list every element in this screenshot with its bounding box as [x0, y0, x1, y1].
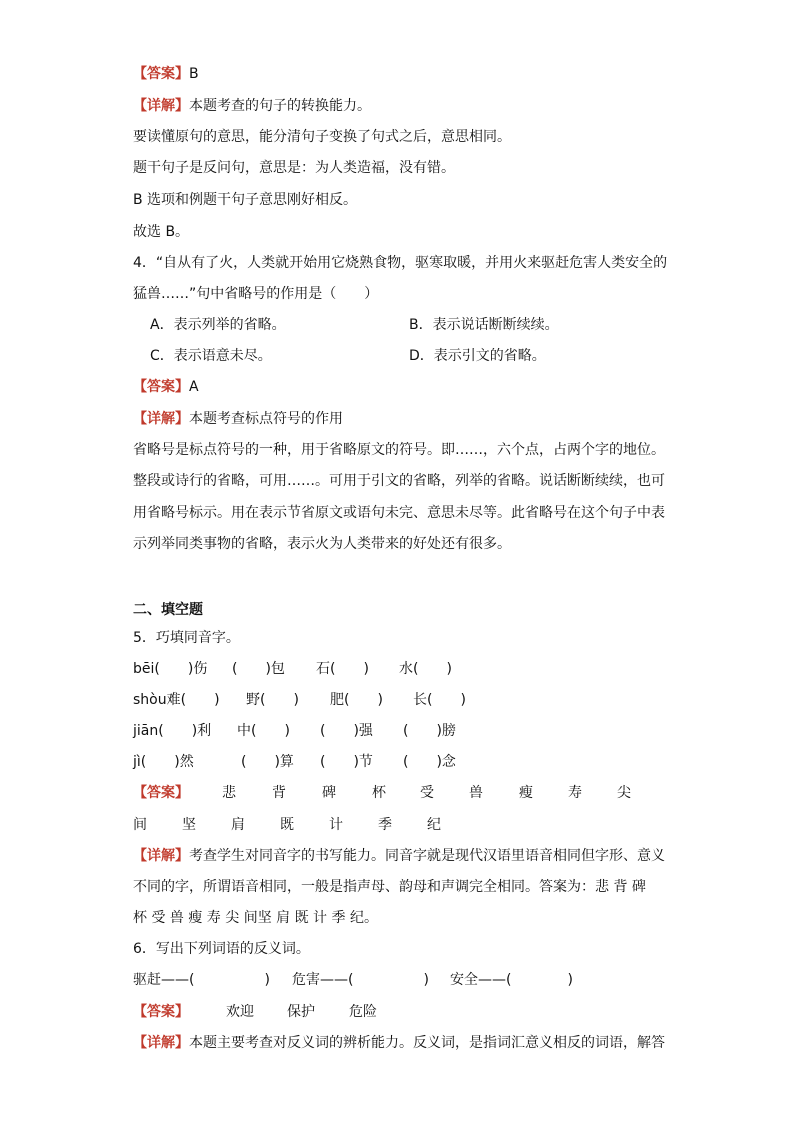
q5-blank: shòu难( ): [133, 692, 220, 708]
q4-detail-line: [133, 409, 343, 429]
q5-answer-char: 碑: [322, 785, 336, 801]
q6-answer-word: 欢迎: [226, 1004, 254, 1020]
q5-detail-para: 杯 受 兽 瘦 寿 尖 间坚 肩 既 计 季 纪。: [133, 910, 378, 926]
q5-blank: 中( ): [237, 723, 290, 739]
q3-answer-line: [133, 64, 199, 84]
q5-answer-char: 既: [280, 817, 294, 833]
q5-blank: ( )强: [320, 723, 373, 739]
q4-detail-para: 用省略号标示。用在表示节省原文或语句未完、意思未尽等。此省略号在这个句子中表: [133, 505, 665, 521]
q4-stem: 4．“自从有了火，人类就开始用它烧熟食物，驱寒取暖，并用火来驱赶危害人类安全的: [133, 255, 668, 271]
q6-detail-text: 本题主要考查对反义词的辨析能力。反义词，是指词汇意义相反的词语，解答: [189, 1035, 665, 1051]
q4-option-c: C．表示语意未尽。: [150, 348, 272, 364]
q6-blank: 驱赶——( ): [133, 972, 270, 988]
q5-detail-para: 不同的字，所谓语音相同，一般是指声母、韵母和声调完全相同。答案为：悲 背 碑: [133, 879, 646, 895]
q5-answer-char: 兽: [469, 785, 483, 801]
q6-answer-line: [133, 1002, 189, 1022]
q5-stem: 5．巧填同音字。: [133, 630, 240, 646]
detail-tag: 【详解】: [133, 1035, 189, 1051]
q5-answer-char: 间: [133, 817, 147, 833]
q5-answer-char: 悲: [222, 785, 236, 801]
q4-answer-value: A: [189, 379, 199, 395]
q5-detail-line: [133, 846, 665, 866]
q5-answer-char: 季: [378, 817, 392, 833]
q3-detail-para: 故选 B。: [133, 224, 190, 240]
q3-detail-text: 本题考查的句子的转换能力。: [189, 98, 371, 114]
q5-answer-char: 尖: [617, 785, 631, 801]
q4-option-b: B．表示说话断断续续。: [409, 317, 559, 333]
q5-blank: 野( ): [246, 692, 299, 708]
q3-detail-para: 题干句子是反问句，意思是：为人类造福，没有错。: [133, 160, 455, 176]
q5-answer-char: 肩: [231, 817, 245, 833]
q5-answer-char: 杯: [372, 785, 386, 801]
q5-blank: ( )节: [320, 754, 373, 770]
answer-tag: 【答案】: [133, 66, 189, 82]
q5-blank: jì( )然: [133, 754, 194, 770]
q5-blank: ( )算: [241, 754, 294, 770]
answer-tag: 【答案】: [133, 379, 189, 395]
q6-answer-word: 危险: [349, 1004, 377, 1020]
q5-answer-line: [133, 783, 189, 803]
q6-answer-word: 保护: [287, 1004, 315, 1020]
section-title: 二、填空题: [133, 602, 203, 618]
q6-stem: 6．写出下列词语的反义词。: [133, 941, 310, 957]
q5-blank: jiān( )利: [133, 723, 212, 739]
q5-answer-char: 受: [420, 785, 434, 801]
q5-answer-char: 瘦: [519, 785, 533, 801]
answer-tag: 【答案】: [133, 1004, 189, 1020]
q5-blank: ( )包: [232, 661, 285, 677]
detail-tag: 【详解】: [133, 98, 189, 114]
detail-tag: 【详解】: [133, 411, 189, 427]
q5-answer-char: 坚: [182, 817, 196, 833]
q5-blank: 水( ): [399, 661, 452, 677]
q4-detail-para: 示列举同类事物的省略，表示火为人类带来的好处还有很多。: [133, 536, 511, 552]
q5-answer-char: 计: [329, 817, 343, 833]
q5-blank: ( )念: [403, 754, 456, 770]
q4-detail-text: 本题考查标点符号的作用: [189, 411, 343, 427]
q5-blank: ( )膀: [403, 723, 456, 739]
q4-detail-para: 整段或诗行的省略，可用……。可用于引文的省略，列举的省略。说话断断续续，也可: [133, 473, 665, 489]
q5-blank: 肥( ): [330, 692, 383, 708]
q5-answer-char: 背: [272, 785, 286, 801]
answer-tag: 【答案】: [133, 785, 189, 801]
q4-answer-line: [133, 377, 199, 397]
q4-option-d: D．表示引文的省略。: [409, 348, 546, 364]
q5-blank: 石( ): [316, 661, 369, 677]
q5-detail-text: 考查学生对同音字的书写能力。同音字就是现代汉语里语音相同但字形、意义: [189, 848, 665, 864]
q3-detail-para: B 选项和例题干句子意思刚好相反。: [133, 192, 358, 208]
detail-tag: 【详解】: [133, 848, 189, 864]
q4-detail-para: 省略号是标点符号的一种，用于省略原文的符号。即……，六个点，占两个字的地位。: [133, 442, 665, 458]
q5-blank: 长( ): [413, 692, 466, 708]
q5-blank: bēi( )伤: [133, 661, 208, 677]
q5-answer-char: 纪: [427, 817, 441, 833]
q3-detail-para: 要读懂原句的意思，能分清句子变换了句式之后，意思相同。: [133, 129, 511, 145]
q3-answer-value: B: [189, 66, 199, 82]
q6-blank: 危害——( ): [292, 972, 429, 988]
q4-stem: 猛兽……”句中省略号的作用是（ ）: [133, 286, 379, 302]
q4-option-a: A．表示列举的省略。: [150, 317, 286, 333]
q5-answer-char: 寿: [568, 785, 582, 801]
q6-detail-line: [133, 1033, 665, 1053]
q6-blank: 安全——( ): [450, 972, 573, 988]
q3-detail-line: [133, 96, 371, 116]
